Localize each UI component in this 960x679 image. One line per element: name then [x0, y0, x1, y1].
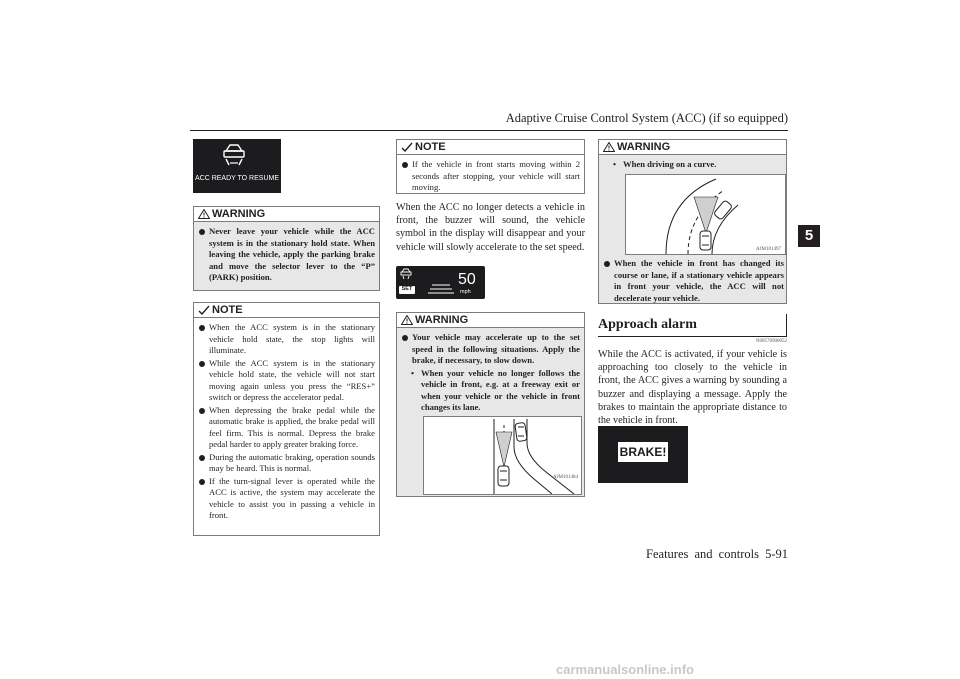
section-code: N00576900052: [755, 339, 787, 344]
note-item-4: During the automatic braking, operation sounds may be heard. This is normal.: [209, 451, 375, 473]
bullet-dot: [199, 229, 205, 235]
warning-triangle-icon: [198, 209, 210, 219]
curve-figure: [625, 174, 786, 255]
chapter-tab: 5: [798, 225, 820, 247]
note-item-1: When the ACC system is in the stationary vehicle hold state, the stop lights will illuminate.: [209, 322, 375, 355]
speed-unit: mph: [460, 289, 471, 295]
sub-bullet: •: [411, 367, 415, 378]
warning-item: Your vehicle may accelerate up to the set speed in the following situations. Apply the brake, if necessary, to slow down.: [412, 332, 580, 365]
brake-message: BRAKE!: [618, 442, 668, 462]
set-speed-display: [396, 266, 485, 299]
lane-change-figure: [423, 416, 582, 495]
section-rule: [598, 336, 787, 337]
note-box-1: [193, 302, 380, 536]
warning-triangle-icon: [401, 315, 413, 325]
warning-header: [397, 313, 584, 328]
sub-bullet: •: [613, 159, 617, 169]
set-label: SET: [401, 286, 413, 292]
section-title: Approach alarm: [598, 317, 697, 332]
acc-ready-caption: ACC READY TO RESUME: [194, 175, 280, 182]
note-label: NOTE: [212, 304, 243, 316]
set-speed-value: 50: [458, 271, 476, 288]
warning-subitem: When your vehicle no longer follows the vehicle in front, e.g. at a freeway exit or when your vehicle or the vehicle in front changes its lane.: [421, 367, 580, 412]
note-header: [397, 140, 584, 155]
figure-code: AJM101497: [755, 247, 781, 252]
warning-box-2: [396, 312, 585, 497]
watermark: carmanualsonline.info: [556, 662, 694, 677]
warning-subitem: When driving on a curve.: [623, 159, 717, 169]
warning-label: WARNING: [415, 314, 469, 326]
acc-resume-paragraph: When the ACC no longer detects a vehicle in front, the buzzer will sound, the vehicle symbol in the display will disappear and your vehicle will slowly accelerate to the set speed.: [396, 202, 585, 253]
brake-display: [598, 426, 688, 483]
warning-label: WARNING: [212, 208, 266, 220]
pencil-check-icon: [198, 305, 210, 315]
warning-label: WARNING: [617, 141, 671, 153]
note-item-3: When depressing the brake pedal while the automatic brake is applied, the brake pedal will feel firm. This is normal. Depress the brake pedal harder to apply greater braking force.: [209, 404, 375, 449]
note-item-2: While the ACC system is in the stationary vehicle hold state, the vehicle will not start moving again unless you press the “RES+” switch or depress the accelerator pedal.: [209, 357, 375, 402]
warning-item: When the vehicle in front has changed its course or lane, if a stationary vehicle appears in front your vehicle, the ACC will not decelerate your vehicle.: [614, 258, 784, 303]
page-header-title: Adaptive Cruise Control System (ACC) (if so equipped): [505, 111, 788, 125]
warning-box-1: [193, 206, 380, 291]
warning-item: Never leave your vehicle while the ACC system is in the stationary hold state. When leaving the vehicle, apply the parking brake and move the selector lever to the “P” (PARK) position.: [209, 226, 375, 282]
warning-header: [194, 207, 379, 222]
section-rule-tick: [786, 314, 787, 336]
curve-illustration: [626, 175, 785, 254]
note-header: [194, 303, 379, 318]
note-item-5: If the turn-signal lever is operated while the ACC is active, the system may accelerate the vehicle to assist you in passing a vehicle in front.: [209, 475, 375, 520]
warning-triangle-icon: [603, 142, 615, 152]
header-rule: [190, 130, 788, 131]
lane-change-illustration: [424, 417, 581, 494]
note-label: NOTE: [415, 141, 446, 153]
approach-alarm-paragraph: While the ACC is activated, if your vehicle is approaching too closely to the vehicle in front, the ACC gives a warning by sounding a buzzer and displaying a message. Apply the brakes to maintain the appropriate distance to the vehicle in front.: [598, 349, 787, 427]
footer-page-number: 5-91: [765, 547, 788, 561]
warning-box-3: [598, 139, 787, 304]
warning-header: [599, 140, 786, 155]
footer-section: Features and controls: [646, 547, 759, 561]
note-box-2: [396, 139, 585, 194]
acc-car-icon: [193, 139, 281, 193]
figure-code: AJM101484: [552, 475, 578, 480]
acc-ready-figure: [193, 139, 281, 193]
page-footer: [560, 547, 788, 562]
pencil-check-icon: [401, 142, 413, 152]
note-item: If the vehicle in front starts moving within 2 seconds after stopping, your vehicle will start moving.: [412, 159, 580, 192]
